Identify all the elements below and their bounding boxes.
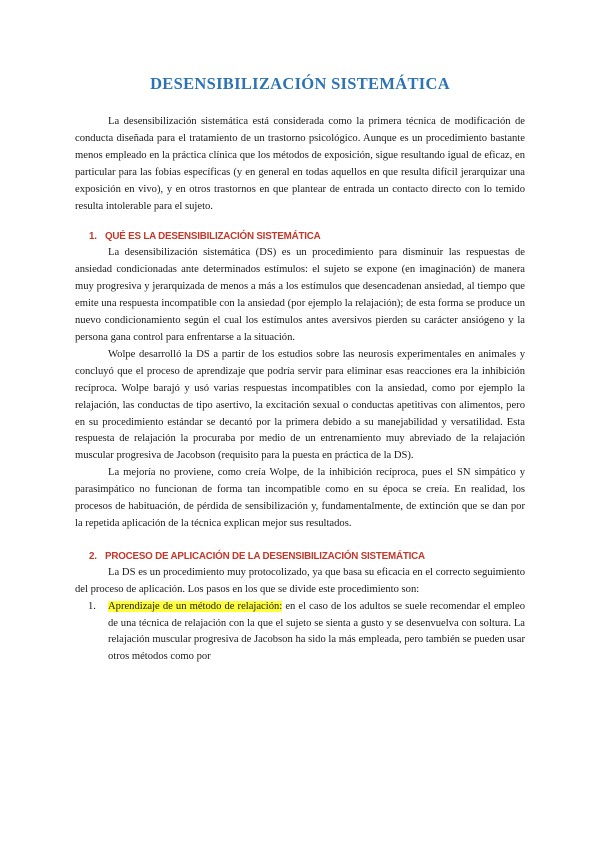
list-item xyxy=(75,599,525,667)
list-item-marker: 1. xyxy=(88,600,96,612)
section-2-paragraph: La DS es un procedimiento muy protocolizado, ya que basa su eficacia en el correcto seguimiento del proceso de aplicación. Los pasos en los que se divide este procedimiento son: xyxy=(75,566,525,595)
section-2-title: PROCESO DE APLICACIÓN DE LA DESENSIBILIZACIÓN SISTEMÁTICA xyxy=(105,550,425,562)
section-2-number: 2. xyxy=(89,550,97,562)
section-1-number: 1. xyxy=(89,231,97,243)
list-item-text: en el caso de los adultos se suele recomendar el empleo de una técnica de relajación con la que el sujeto se sienta a gusto y se desenvuelva con soltura. La relajación muscular progresiva de Jacobson ha sido la más empleada, pero también se pueden usar otros métodos como por xyxy=(108,600,525,663)
document-page xyxy=(75,0,525,666)
section-1-paragraph-1: La desensibilización sistemática (DS) es un procedimiento para disminuir las respuestas de ansiedad condicionadas ante determinados estímulos: el sujeto se expone (en imaginación) de manera muy progresiva y jerarquizada de menos a más a los estímulos que desencadenan ansiedad, al tiempo que emite una respuesta incompatible con la ansiedad (por ejemplo la relajación); de esta forma se produce un nuevo condicionamiento según el cual los estímulos antes aversivos pierden su carácter ansiógeno y la persona gana control para enfrentarse a la situación. xyxy=(75,247,525,343)
section-1-heading xyxy=(75,229,525,245)
section-1-title: QUÉ ES LA DESENSIBILIZACIÓN SISTEMÁTICA xyxy=(105,231,321,243)
document-title: DESENSIBILIZACIÓN SISTEMÁTICA xyxy=(150,74,450,93)
section-1-paragraph-3: La mejoría no proviene, como creía Wolpe, de la inhibición recíproca, pues el SN simpático y parasimpático no funcionan de forma tan incompatible como en su época se creía. En realidad, los procesos de habituación, de pérdida de sensibilización y, fundamentalmente, de extinción que se dan por la repetida aplicación de la técnica explican mejor sus resultados. xyxy=(75,467,525,529)
intro-paragraph: La desensibilización sistemática está considerada como la primera técnica de modificación de conducta diseñada para el tratamiento de un trastorno psicológico. Aunque es un procedimiento bastante menos empleado en la práctica clínica que los métodos de exposición, sigue resultando igual de eficaz, en particular para las fobias específicas (y en general en todas aquellos en que resulta difícil jerarquizar una exposición en vivo), y en otros trastornos en que plantear de entrada un contacto directo con lo temido resulta intolerable para el sujeto. xyxy=(75,116,525,212)
section-1-paragraph-2: Wolpe desarrolló la DS a partir de los estudios sobre las neurosis experimentales en animales y concluyó que el proceso de aprendizaje que podría servir para eliminar esas reacciones era la inhibición recíproca. Wolpe barajó y usó varias respuestas incompatibles con la ansiedad, como por ejemplo la relajación, las conductas de tipo asertivo, la excitación sexual o conductas apetitivas con alimentos, pero en su procedimiento estándar se decantó por la primera debido a su manejabilidad y versatilidad. Esta respuesta de relajación la procuraba por medio de un entrenamiento muy abreviado de la relajación muscular progresiva de Jacobson (requisito para la puesta en práctica de la DS). xyxy=(75,348,525,462)
highlighted-text: Aprendizaje de un método de relajación: xyxy=(108,600,283,612)
section-2-heading xyxy=(75,549,525,565)
